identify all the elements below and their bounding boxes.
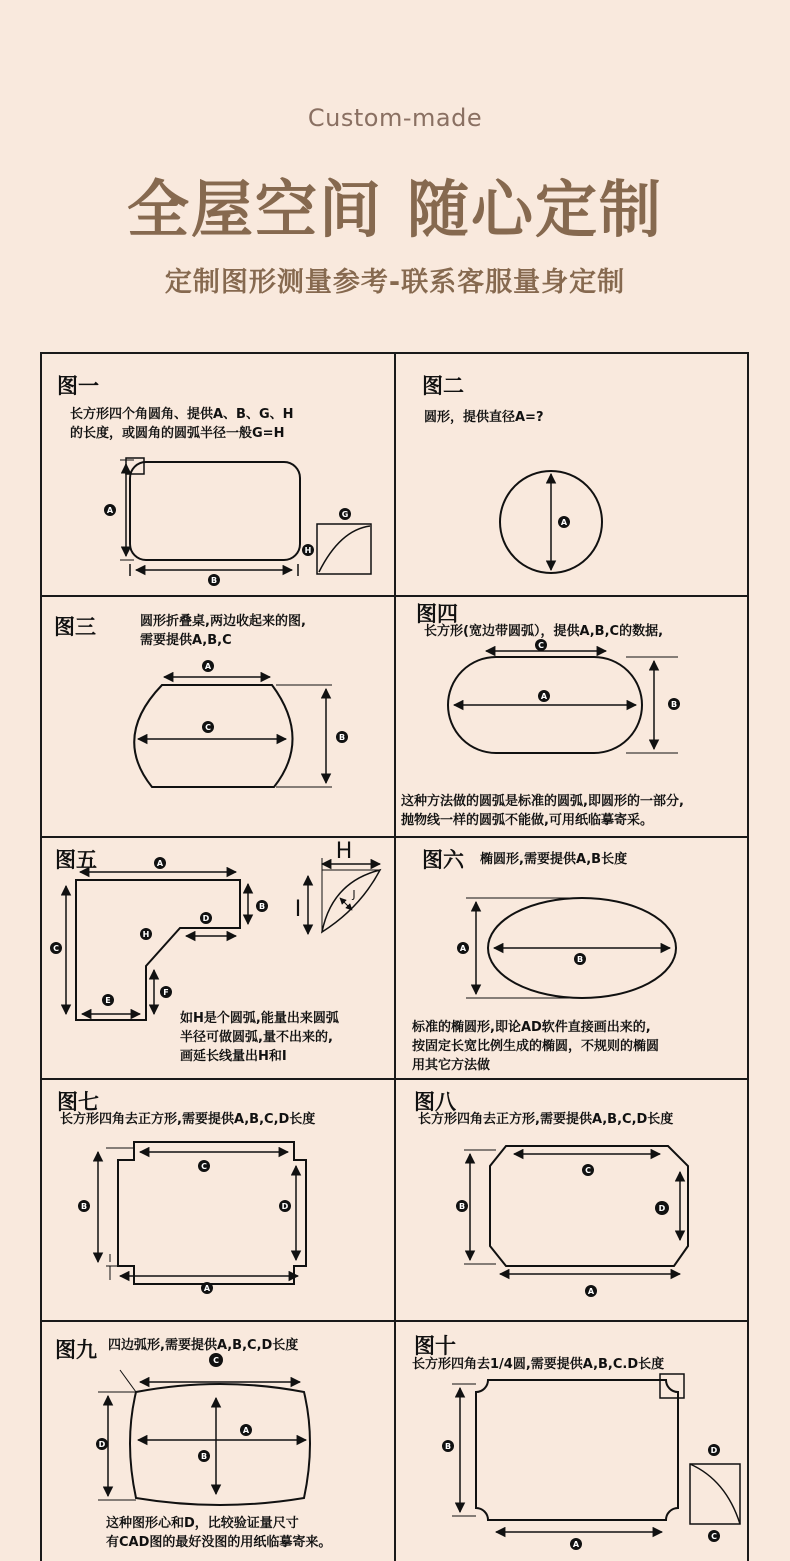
fig6-title: 图六 [422, 848, 464, 872]
fig7-desc: 长方形四角去正方形,需要提供A,B,C,D长度 [60, 1112, 316, 1127]
fig3-title: 图三 [54, 615, 96, 639]
page-title [0, 160, 790, 249]
fig5-arc-label-j: J [352, 888, 356, 901]
svg-text:A: A [242, 1426, 250, 1435]
svg-text:A: A [459, 944, 467, 953]
fig6-note-line2: 按固定长宽比例生成的椭圆，不规则的椭圆 [412, 1039, 660, 1054]
svg-text:H: H [142, 930, 150, 939]
fig1-desc-line2: 的长度，或圆角的圆弧半径一般G=H [70, 426, 285, 441]
svg-text:B: B [80, 1202, 88, 1211]
title-part2: 随心定制 [407, 173, 664, 246]
svg-text:B: B [258, 902, 266, 911]
fig1-desc-line1: 长方形四个角圆角、提供A、B、G、H [70, 407, 294, 422]
svg-text:B: B [458, 1202, 466, 1211]
fig7-shape [118, 1142, 306, 1284]
fig1-title: 图一 [57, 374, 99, 398]
svg-text:B: B [200, 1452, 208, 1461]
fig10-diagram [396, 1322, 749, 1561]
svg-text:B: B [338, 733, 346, 742]
fig8-desc: 长方形四角去正方形,需要提供A,B,C,D长度 [418, 1112, 674, 1127]
fig4-diagram [396, 597, 749, 777]
title-part1: 全屋空间 [126, 173, 383, 246]
fig1-rounded-rect [130, 462, 300, 560]
fig5-note-line3: 画延长线量出H和I [180, 1049, 287, 1064]
fig4-title: 图四 [416, 602, 458, 626]
svg-text:C: C [201, 1162, 207, 1171]
fig3-shape [134, 685, 292, 787]
svg-text:F: F [163, 988, 169, 997]
svg-text:C: C [538, 641, 544, 650]
fig9-note-line1: 这种图形心和D，比较验证量尺寸 [106, 1516, 299, 1531]
fig9-diagram [40, 1322, 394, 1512]
svg-text:E: E [105, 996, 111, 1005]
svg-text:D: D [281, 1202, 289, 1211]
fig2-title: 图二 [422, 374, 464, 398]
fig5-note-line2: 半径可做圆弧,量不出来的, [180, 1030, 333, 1045]
svg-text:B: B [670, 700, 678, 709]
fig2-diagram [396, 440, 749, 595]
fig9-title: 图九 [55, 1338, 97, 1362]
tagline: 定制图形测量参考-联系客服量身定制 [164, 267, 626, 298]
fig6-note-line1: 标准的椭圆形,即论AD软件直接画出来的, [412, 1020, 651, 1035]
fig2-desc: 圆形，提供直径A=? [424, 410, 544, 425]
fig1-diagram [40, 440, 394, 595]
svg-text:D: D [710, 1446, 718, 1455]
fig4-note-line1: 这种方法做的圆弧是标准的圆弧,即圆形的一部分, [401, 794, 684, 809]
fig6-diagram [396, 838, 749, 1008]
fig9-note-line2: 有CAD图的最好没图的用纸临摹寄来。 [106, 1535, 332, 1550]
svg-text:D: D [658, 1204, 666, 1213]
svg-text:C: C [711, 1532, 717, 1541]
fig5-note-line1: 如H是个圆弧,能量出来圆弧 [180, 1011, 339, 1026]
svg-text:C: C [53, 944, 59, 953]
svg-text:A: A [203, 1284, 211, 1293]
fig1-detail-box [317, 524, 371, 574]
fig7-title: 图七 [57, 1090, 99, 1114]
svg-text:A: A [106, 506, 114, 515]
svg-text:A: A [156, 859, 164, 868]
svg-text:D: D [98, 1440, 106, 1449]
svg-text:A: A [560, 518, 568, 527]
fig5-arc-label-h: H [335, 839, 353, 864]
fig7-diagram [40, 1080, 394, 1320]
svg-text:A: A [204, 662, 212, 671]
svg-text:B: B [576, 955, 584, 964]
svg-text:G: G [341, 510, 349, 519]
svg-text:A: A [587, 1287, 595, 1296]
fig10-desc: 长方形四角去1/4圆,需要提供A,B,C.D长度 [412, 1357, 665, 1372]
svg-text:A: A [572, 1540, 580, 1549]
fig8-diagram [396, 1080, 749, 1320]
fig6-note-line3: 用其它方法做 [412, 1058, 491, 1073]
fig10-title: 图十 [414, 1334, 456, 1358]
svg-text:H: H [304, 546, 312, 555]
fig10-corner-box [660, 1374, 684, 1398]
svg-text:C: C [213, 1356, 219, 1365]
subtitle-custom-made: Custom-made [307, 104, 483, 132]
fig10-detail-box [690, 1464, 740, 1524]
fig8-title: 图八 [414, 1090, 456, 1114]
fig6-desc: 椭圆形,需要提供A,B长度 [480, 852, 628, 867]
svg-text:B: B [444, 1442, 452, 1451]
fig3-desc-line1: 圆形折叠桌,两边收起来的图, [140, 614, 306, 629]
fig9-desc: 四边弧形,需要提供A,B,C,D长度 [108, 1338, 299, 1353]
fig5-title: 图五 [55, 848, 97, 872]
svg-text:B: B [210, 576, 218, 585]
fig5-diagram [40, 838, 394, 1008]
svg-text:C: C [205, 723, 211, 732]
fig5-arc-detail [322, 870, 380, 932]
fig10-shape [476, 1380, 678, 1520]
fig5-arc-label-i: I [294, 897, 302, 922]
svg-text:A: A [540, 692, 548, 701]
fig4-desc: 长方形(宽边带圆弧），提供A,B,C的数据, [424, 624, 664, 639]
fig3-diagram [40, 597, 394, 836]
fig9-shape [130, 1384, 310, 1505]
fig4-note-line2: 抛物线一样的圆弧不能做,可用纸临摹寄采。 [401, 813, 653, 828]
fig5-shape [76, 880, 240, 1020]
svg-text:D: D [202, 914, 210, 923]
svg-text:C: C [585, 1166, 591, 1175]
fig3-desc-line2: 需要提供A,B,C [140, 633, 232, 648]
